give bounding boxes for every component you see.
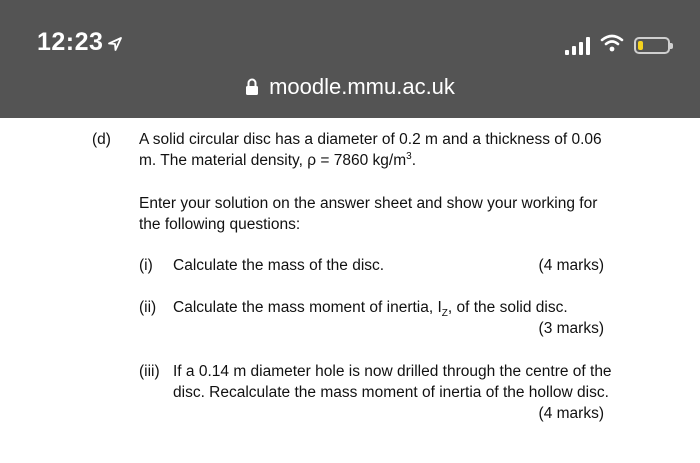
- part-i-marks: (4 marks): [538, 257, 604, 274]
- part-ii-number: (ii): [139, 299, 157, 316]
- lock-icon: [245, 74, 269, 99]
- location-arrow-icon: [107, 30, 123, 59]
- wifi-icon: [600, 34, 624, 57]
- status-time: [37, 28, 123, 59]
- url-domain: moodle.mmu.ac.uk: [269, 74, 455, 99]
- part-iii-number: (iii): [139, 363, 160, 380]
- question-label: (d): [92, 131, 111, 148]
- url-bar[interactable]: [0, 74, 700, 100]
- cellular-signal-icon: [565, 37, 590, 55]
- part-i-number: (i): [139, 257, 153, 274]
- part-i-text: Calculate the mass of the disc.: [173, 257, 385, 274]
- part-ii-marks: (3 marks): [538, 320, 604, 337]
- part-iii-text: If a 0.14 m diameter hole is now drilled through the centre of the disc. Recalculate the mass moment of inertia of the hollow disc.: [173, 363, 612, 401]
- part-ii-text: Calculate the mass moment of inertia, $I_Z$, of the solid disc.: [173, 299, 568, 320]
- part-iii-marks: (4 marks): [538, 405, 604, 422]
- browser-top-bar: [0, 0, 700, 118]
- instructions-text: Enter your solution on the answer sheet and show your working for the following questions:: [139, 195, 598, 233]
- question-text: A solid circular disc has a diameter of 0.2 m and a thickness of 0.06 m. The material density, ρ = 7860 $kg/m^3$.: [139, 131, 602, 169]
- time-text: 12:23: [37, 28, 104, 56]
- status-icons: [565, 34, 670, 57]
- battery-icon: [634, 37, 670, 54]
